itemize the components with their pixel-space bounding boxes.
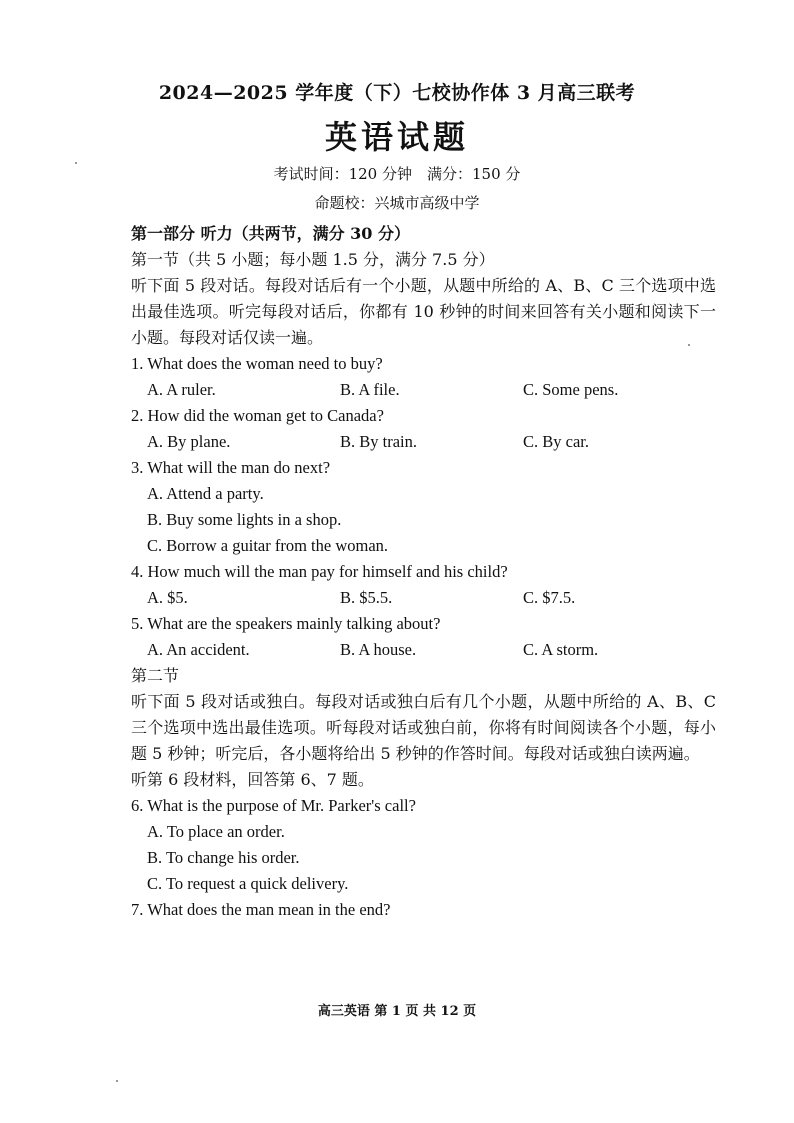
option-c: C. $7.5. xyxy=(523,588,576,607)
option-c: C. Some pens. xyxy=(523,380,619,399)
option-a: A. To place an order. xyxy=(147,822,285,841)
option-c: C. A storm. xyxy=(523,640,599,659)
question-4: 4. How much will the man pay for himself and his child? xyxy=(131,562,508,581)
option-b: B. $5.5. xyxy=(340,588,393,607)
question-1: 1. What does the woman need to buy? xyxy=(131,354,383,373)
question-3: 3. What will the man do next? xyxy=(131,458,331,477)
option-c: C. Borrow a guitar from the woman. xyxy=(147,536,389,555)
section1-instructions: 听下面 5 段对话。每段对话后有一个小题，从题中所给的 A、B、C 三个选项中选出最佳选项。听完每段对话后，你都有 10 秒钟的时间来回答有关小题和阅读下一小题。每段对话仅读一遍。 xyxy=(131,276,716,347)
material-note: 听第 6 段材料，回答第 6、7 题。 xyxy=(131,770,374,789)
page-footer: 高三英语 第 1 页 共 12 页 xyxy=(317,1004,477,1019)
option-c: C. To request a quick delivery. xyxy=(147,874,349,893)
question-1-options xyxy=(131,377,716,403)
scan-speck xyxy=(116,1080,118,1082)
exam-content xyxy=(131,221,716,923)
section2-instructions: 听下面 5 段对话或独白。每段对话或独白后有几个小题，从题中所给的 A、B、C 三个选项中选出最佳选项。听每段对话或独白前，你将有时间阅读各个小题，每小题 5 秒钟；听完后，各小题将给出 5 秒钟的作答时间。每段对话或独白读两遍。 xyxy=(131,692,716,763)
option-b: B. Buy some lights in a shop. xyxy=(147,510,342,529)
option-b: B. A file. xyxy=(340,380,400,399)
scan-speck xyxy=(75,162,77,164)
question-2: 2. How did the woman get to Canada? xyxy=(131,406,384,425)
subject-title: 英语试题 xyxy=(324,118,469,156)
option-a: A. By plane. xyxy=(147,432,231,451)
option-a: A. An accident. xyxy=(147,640,250,659)
option-a: A. $5. xyxy=(147,588,188,607)
question-4-options xyxy=(131,585,716,611)
option-c: C. By car. xyxy=(523,432,589,451)
option-a: A. Attend a party. xyxy=(147,484,264,503)
option-b: B. A house. xyxy=(340,640,417,659)
exam-title: 2024—2025 学年度（下）七校协作体 3 月高三联考 xyxy=(158,82,636,104)
option-a: A. A ruler. xyxy=(147,380,216,399)
question-7: 7. What does the man mean in the end? xyxy=(131,900,391,919)
question-5-options xyxy=(131,637,716,663)
section2-heading: 第二节 xyxy=(131,666,180,685)
option-b: B. By train. xyxy=(340,432,417,451)
exam-info: 考试时间：120 分钟 满分：150 分 xyxy=(273,165,521,183)
question-2-options xyxy=(131,429,716,455)
school-info: 命题校：兴城市高级中学 xyxy=(314,194,480,212)
section1-heading: 第一节（共 5 小题；每小题 1.5 分，满分 7.5 分） xyxy=(131,250,495,269)
option-b: B. To change his order. xyxy=(147,848,300,867)
scan-speck xyxy=(688,344,690,346)
part1-heading: 第一部分 听力（共两节，满分 30 分） xyxy=(131,224,410,243)
question-5: 5. What are the speakers mainly talking about? xyxy=(131,614,441,633)
question-6: 6. What is the purpose of Mr. Parker's call? xyxy=(131,796,416,815)
